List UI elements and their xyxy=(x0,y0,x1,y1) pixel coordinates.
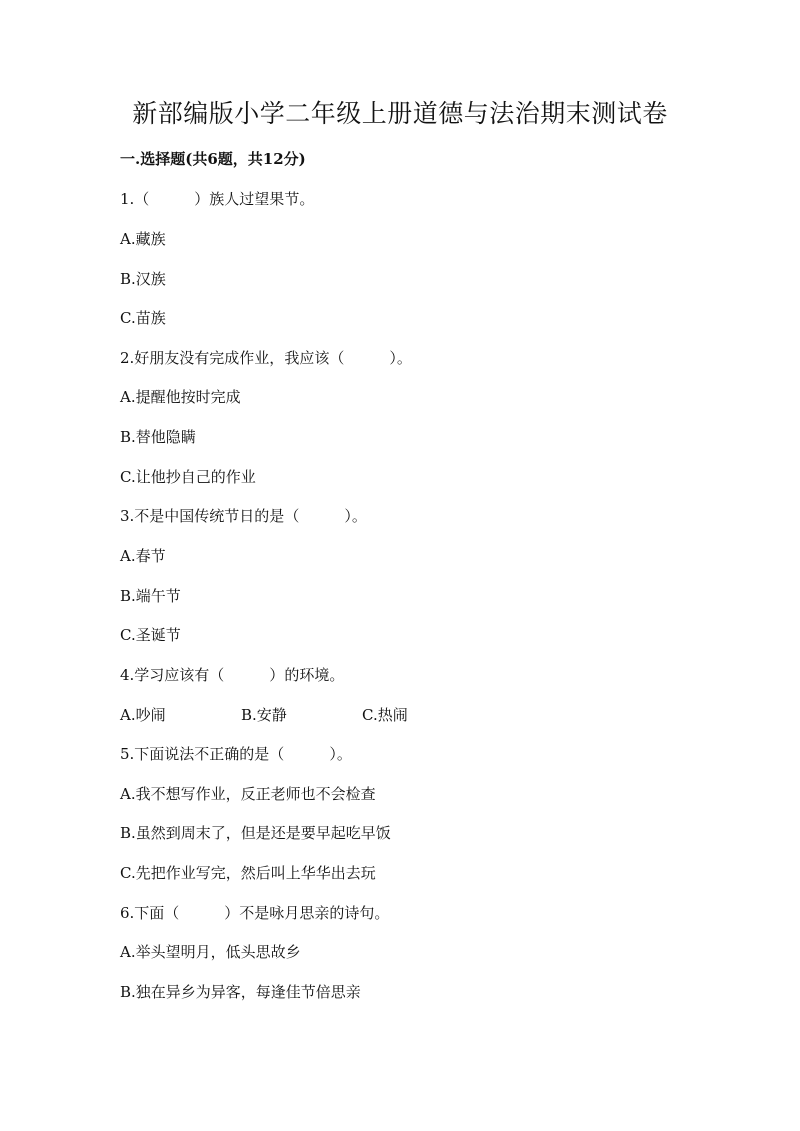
option-item: B.替他隐瞒 xyxy=(120,428,196,446)
option-item: B.安静 xyxy=(241,706,287,724)
question-stem: 5.下面说法不正确的是（ ）。 xyxy=(120,745,352,763)
question-stem: 1.（ ）族人过望果节。 xyxy=(120,190,315,208)
page-title: 新部编版小学二年级上册道德与法治期末测试卷 xyxy=(132,99,668,128)
option-item: B.独在异乡为异客，每逢佳节倍思亲 xyxy=(120,983,361,1001)
option-item: A.提醒他按时完成 xyxy=(120,388,241,406)
option-item: C.让他抄自己的作业 xyxy=(120,468,256,486)
option-item: B.虽然到周末了，但是还是要早起吃早饭 xyxy=(120,824,391,842)
option-item: C.先把作业写完，然后叫上华华出去玩 xyxy=(120,864,376,882)
option-item: C.圣诞节 xyxy=(120,626,181,644)
question-stem: 4.学习应该有（ ）的环境。 xyxy=(120,666,345,684)
question-stem: 6.下面（ ）不是咏月思亲的诗句。 xyxy=(120,904,390,922)
option-item: A.举头望明月，低头思故乡 xyxy=(120,943,301,961)
option-item: A.藏族 xyxy=(120,230,166,248)
option-item: C.苗族 xyxy=(120,309,166,327)
option-item: B.端午节 xyxy=(120,587,181,605)
option-item: C.热闹 xyxy=(362,706,408,724)
option-item: A.我不想写作业，反正老师也不会检查 xyxy=(120,785,376,803)
option-item: A.春节 xyxy=(120,547,166,565)
question-stem: 3.不是中国传统节日的是（ ）。 xyxy=(120,507,367,525)
option-item: B.汉族 xyxy=(120,270,166,288)
option-item: A.吵闹 xyxy=(120,706,166,724)
question-stem: 2.好朋友没有完成作业，我应该（ ）。 xyxy=(120,349,412,367)
section-heading: 一.选择题(共6题，共12分) xyxy=(120,150,306,168)
